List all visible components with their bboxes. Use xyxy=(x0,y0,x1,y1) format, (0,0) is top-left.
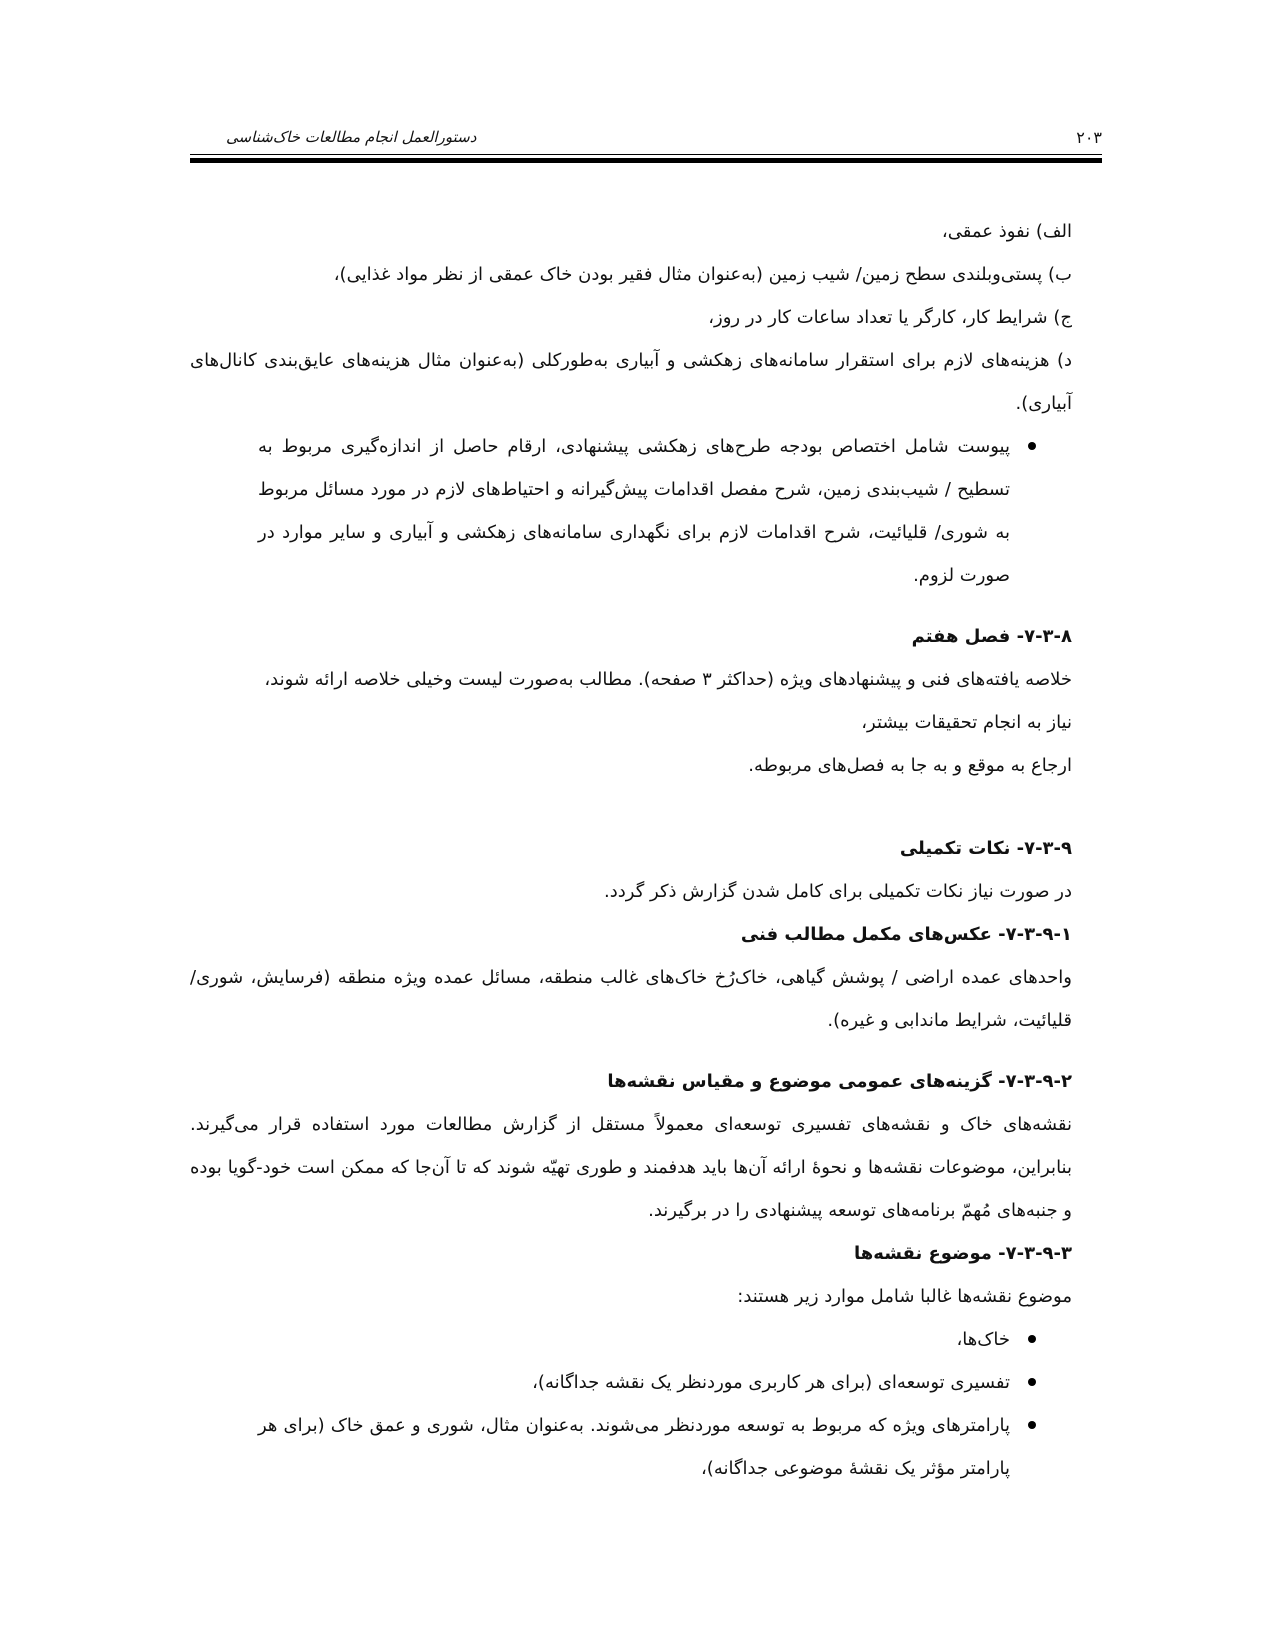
map-subject-text-2: تفسیری توسعه‌ای (برای هر کاربری موردنظر یک نقشه جداگانه)، xyxy=(532,1372,1010,1393)
section-8-heading: ۷-۳-۸- فصل هفتم xyxy=(911,626,1072,647)
section-8-line-1: خلاصه یافته‌های فنی و پیشنهادهای ویژه (حداکثر ۳ صفحه). مطالب به‌صورت لیست وخیلی خلاصه ارائه شوند، xyxy=(264,669,1072,690)
map-subject-bullet-2 xyxy=(190,1361,1072,1404)
section-8-line-2: نیاز به انجام تحقیقات بیشتر، xyxy=(861,712,1072,733)
appendix-bullet xyxy=(190,425,1072,597)
subsection-9-3-intro: موضوع نقشه‌ها غالبا شامل موارد زیر هستند: xyxy=(737,1286,1072,1307)
bullet-icon xyxy=(1028,442,1036,450)
bullet-icon xyxy=(1028,1335,1036,1343)
bullet-icon xyxy=(1028,1421,1036,1429)
map-subject-text-3: پارامترهای ویژه که مربوط به توسعه موردنظر می‌شوند. به‌عنوان مثال، شوری و عمق خاک (برای هر پارامتر مؤثر یک نقشۀ موضوعی جداگانه)، xyxy=(258,1415,1010,1479)
map-subject-bullet-1 xyxy=(190,1318,1072,1361)
list-item-dal: د) هزینه‌های لازم برای استقرار سامانه‌های زهکشی و آبیاری به‌طورکلی (به‌عنوان مثال هزینه‌های عایق‌بندی کانال‌های آبیاری). xyxy=(190,350,1072,414)
header-rule-thin xyxy=(190,154,1102,155)
subsection-9-3-heading: ۷-۳-۹-۳- موضوع نقشه‌ها xyxy=(854,1243,1072,1264)
header-rule-thick xyxy=(190,158,1102,163)
subsection-9-1-text: واحدهای عمده اراضی / پوشش گیاهی، خاک‌رُخ خاک‌های غالب منطقه، مسائل عمده ویژه منطقه (فرسایش، شوری/ قلیائیت، شرایط ماندابی و غیره). xyxy=(190,967,1072,1031)
map-subject-text-1: خاک‌ها، xyxy=(956,1329,1010,1350)
list-item-jim: ج) شرایط کار، کارگر یا تعداد ساعات کار در روز، xyxy=(708,307,1072,328)
section-8-line-3: ارجاع به موقع و به جا به فصل‌های مربوطه. xyxy=(748,755,1072,776)
list-item-alef: الف) نفوذ عمقی، xyxy=(941,221,1072,242)
section-9-intro: در صورت نیاز نکات تکمیلی برای کامل شدن گزارش ذکر گردد. xyxy=(604,881,1072,902)
bullet-icon xyxy=(1028,1378,1036,1386)
subsection-9-2-heading: ۷-۳-۹-۲- گزینه‌های عمومی موضوع و مقیاس نقشه‌ها xyxy=(607,1071,1072,1092)
appendix-text: پیوست شامل اختصاص بودجه طرح‌های زهکشی پیشنهادی، ارقام حاصل از اندازه‌گیری مربوط به تسطیح / شیب‌بندی زمین، شرح مفصل اقدامات پیش‌گیرانه و احتیاط‌های لازم در مورد مسائل مربوط به شوری/ قلیائیت، شرح اقدامات لازم برای نگهداری سامانه‌های زهکشی و آبیاری و سایر موارد در صورت لزوم. xyxy=(258,436,1010,586)
subsection-9-1-heading: ۷-۳-۹-۱- عکس‌های مکمل مطالب فنی xyxy=(740,924,1072,945)
subsection-9-2-text: نقشه‌های خاک و نقشه‌های تفسیری توسعه‌ای معمولاً مستقل از گزارش مطالعات مورد استفاده قرار می‌گیرند. بنابراین، موضوعات نقشه‌ها و نحوۀ ارائه آن‌ها باید هدفمند و طوری تهیّه شوند که تا آن‌جا که ممکن است خود-گویا بوده و جنبه‌های مُهمّ برنامه‌های توسعه پیشنهادی را در برگیرند. xyxy=(190,1114,1072,1221)
page-body xyxy=(190,210,1072,1490)
section-9-heading: ۷-۳-۹- نکات تکمیلی xyxy=(899,838,1072,859)
list-item-be: ب) پستی‌وبلندی سطح زمین/ شیب زمین (به‌عنوان مثال فقیر بودن خاک عمقی از نظر مواد غذایی)، xyxy=(333,264,1072,285)
page-number: ۲۰۳ xyxy=(1076,128,1102,147)
map-subject-bullet-3 xyxy=(190,1404,1072,1490)
header-title: دستورالعمل انجام مطالعات خاک‌شناسی xyxy=(226,128,477,146)
